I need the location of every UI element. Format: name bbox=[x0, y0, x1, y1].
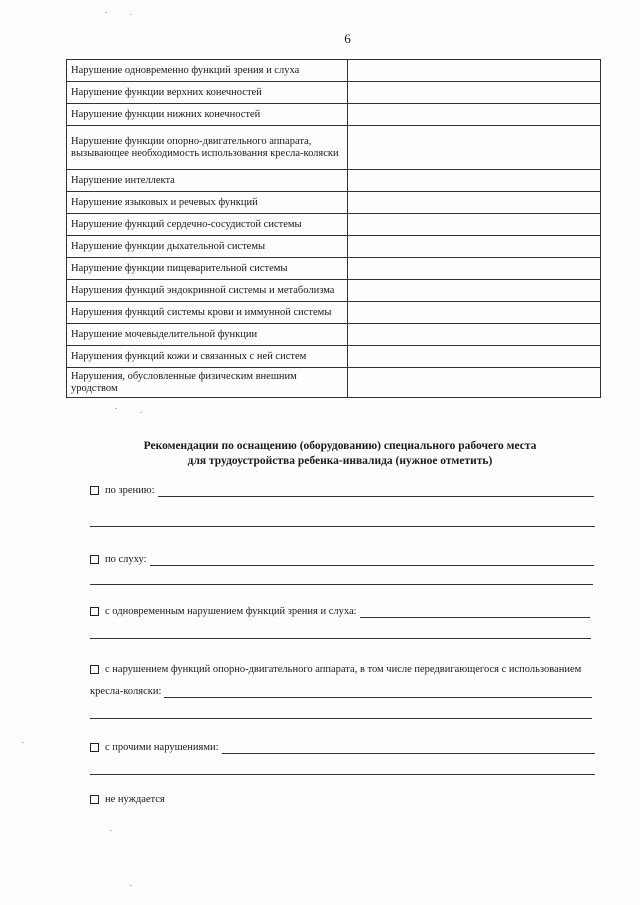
table-row bbox=[67, 60, 601, 82]
condition-value-cell[interactable] bbox=[347, 60, 600, 82]
condition-label: Нарушение функции пищеварительной системы bbox=[67, 258, 348, 280]
not-needed-checkbox[interactable] bbox=[90, 795, 99, 804]
scan-speck bbox=[105, 12, 107, 13]
recommendations-title-line2: для трудоустройства ребенка-инвалида (нужное отметить) bbox=[187, 455, 493, 467]
condition-label: Нарушение интеллекта bbox=[67, 170, 348, 192]
condition-value-cell[interactable] bbox=[347, 170, 600, 192]
table-row bbox=[67, 170, 601, 192]
condition-value-cell[interactable] bbox=[347, 302, 600, 324]
table-row bbox=[67, 192, 601, 214]
option-musculoskeletal-cont bbox=[90, 685, 592, 698]
table-row bbox=[67, 346, 601, 368]
option-musculoskeletal bbox=[90, 663, 602, 676]
scan-speck bbox=[130, 14, 132, 15]
vision-hearing-fill-line[interactable] bbox=[360, 605, 590, 618]
condition-value-cell[interactable] bbox=[347, 324, 600, 346]
table-row bbox=[67, 280, 601, 302]
hearing-fill-line[interactable] bbox=[150, 553, 594, 566]
vision-hearing-extra-line[interactable] bbox=[90, 638, 591, 639]
other-fill-line[interactable] bbox=[222, 741, 595, 754]
table-row bbox=[67, 236, 601, 258]
vision-label: по зрению: bbox=[105, 485, 155, 496]
other-extra-line[interactable] bbox=[90, 774, 595, 775]
table-row bbox=[67, 302, 601, 324]
condition-value-cell[interactable] bbox=[347, 368, 600, 398]
vision-extra-line[interactable] bbox=[90, 526, 595, 527]
table-row bbox=[67, 324, 601, 346]
musculoskeletal-checkbox[interactable] bbox=[90, 665, 99, 674]
vision-checkbox[interactable] bbox=[90, 486, 99, 495]
table-row bbox=[67, 368, 601, 398]
scan-speck bbox=[130, 885, 132, 886]
page-number: 6 bbox=[344, 31, 351, 46]
condition-value-cell[interactable] bbox=[347, 214, 600, 236]
table-row bbox=[67, 258, 601, 280]
condition-label: Нарушения функций кожи и связанных с ней систем bbox=[67, 346, 348, 368]
condition-value-cell[interactable] bbox=[347, 346, 600, 368]
condition-label: Нарушение функции дыхательной системы bbox=[67, 236, 348, 258]
table-row bbox=[67, 104, 601, 126]
other-checkbox[interactable] bbox=[90, 743, 99, 752]
condition-value-cell[interactable] bbox=[347, 104, 600, 126]
hearing-extra-line[interactable] bbox=[90, 584, 593, 585]
condition-value-cell[interactable] bbox=[347, 192, 600, 214]
condition-value-cell[interactable] bbox=[347, 258, 600, 280]
table-row bbox=[67, 126, 601, 170]
scan-speck bbox=[140, 412, 142, 413]
musculoskeletal-label-line2: кресла-коляски: bbox=[90, 686, 162, 697]
condition-label: Нарушение функции верхних конечностей bbox=[67, 82, 348, 104]
condition-label: Нарушение функции нижних конечностей bbox=[67, 104, 348, 126]
musculoskeletal-fill-line[interactable] bbox=[164, 685, 592, 698]
condition-label: Нарушение функции опорно-двигательного аппарата, вызывающее необходимость использования кресла-коляски bbox=[67, 126, 348, 170]
recommendations-title-line1: Рекомендации по оснащению (оборудованию) специального рабочего места bbox=[143, 440, 537, 452]
option-other bbox=[90, 741, 595, 754]
hearing-checkbox[interactable] bbox=[90, 555, 99, 564]
condition-label: Нарушение мочевыделительной функции bbox=[67, 324, 348, 346]
musculoskeletal-label-line1: с нарушением функций опорно-двигательного аппарата, в том числе передвигающегося с использованием bbox=[105, 664, 582, 675]
option-vision bbox=[90, 484, 594, 497]
not-needed-label: не нуждается bbox=[105, 794, 165, 805]
condition-label: Нарушения, обусловленные физическим внешним уродством bbox=[67, 368, 348, 398]
scan-speck bbox=[110, 830, 112, 831]
option-vision-hearing bbox=[90, 605, 590, 618]
option-not-needed bbox=[90, 793, 290, 806]
condition-label: Нарушение одновременно функций зрения и слуха bbox=[67, 60, 348, 82]
vision-fill-line[interactable] bbox=[158, 484, 594, 497]
condition-label: Нарушение функций сердечно-сосудистой системы bbox=[67, 214, 348, 236]
vision-hearing-label: с одновременным нарушением функций зрения и слуха: bbox=[105, 606, 357, 617]
condition-value-cell[interactable] bbox=[347, 126, 600, 170]
table-row bbox=[67, 214, 601, 236]
option-hearing bbox=[90, 553, 594, 566]
scan-speck bbox=[115, 408, 117, 409]
hearing-label: по слуху: bbox=[105, 554, 147, 565]
scan-speck bbox=[22, 742, 24, 743]
condition-label: Нарушения функций эндокринной системы и метаболизма bbox=[67, 280, 348, 302]
musculoskeletal-extra-line[interactable] bbox=[90, 718, 592, 719]
condition-value-cell[interactable] bbox=[347, 280, 600, 302]
recommendations-title bbox=[60, 439, 620, 469]
table-row bbox=[67, 82, 601, 104]
vision-hearing-checkbox[interactable] bbox=[90, 607, 99, 616]
condition-value-cell[interactable] bbox=[347, 82, 600, 104]
conditions-table bbox=[66, 59, 601, 398]
other-label: с прочими нарушениями: bbox=[105, 742, 219, 753]
condition-value-cell[interactable] bbox=[347, 236, 600, 258]
condition-label: Нарушение языковых и речевых функций bbox=[67, 192, 348, 214]
condition-label: Нарушения функций системы крови и иммунной системы bbox=[67, 302, 348, 324]
